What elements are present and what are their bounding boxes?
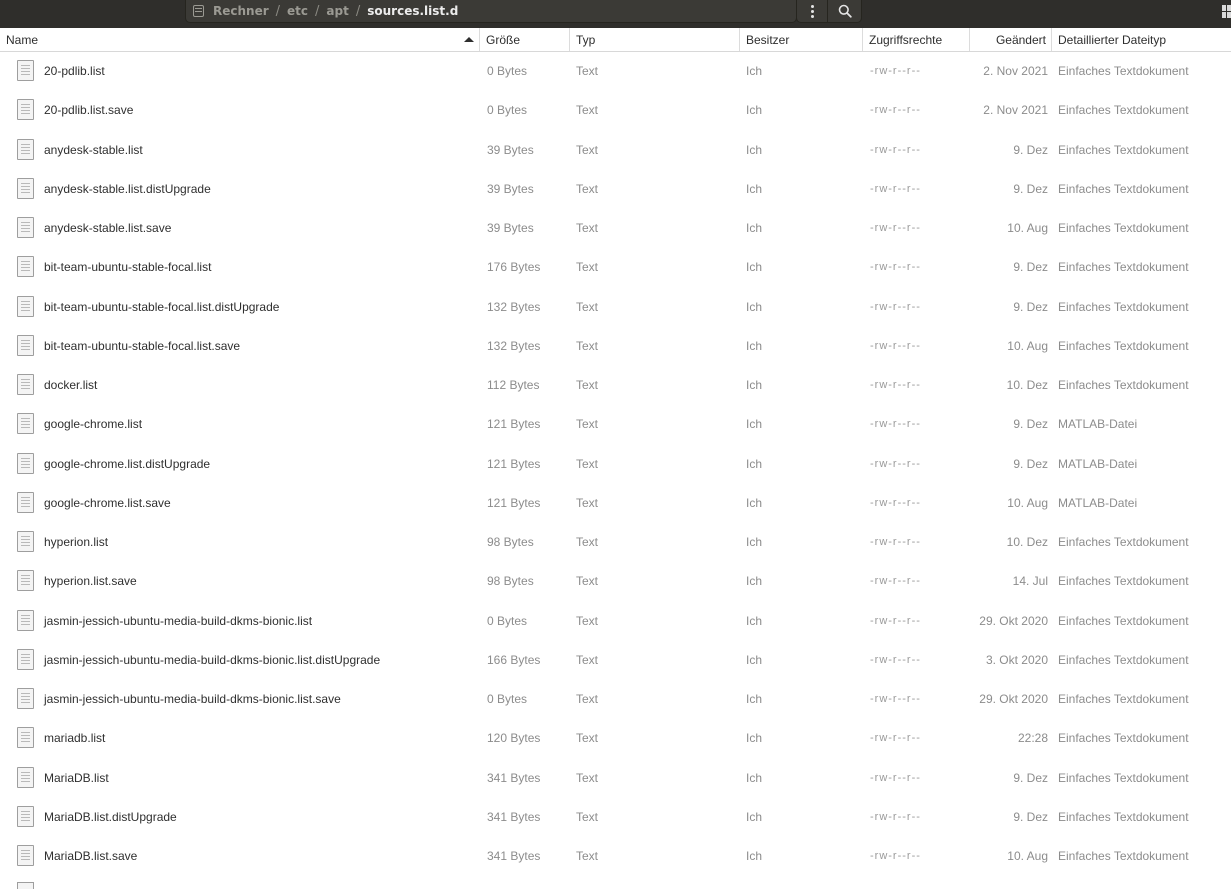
- file-owner: Ich: [746, 181, 763, 196]
- breadcrumb-separator: /: [275, 3, 281, 19]
- file-owner: Ich: [746, 613, 763, 628]
- file-permissions: -rw-r--r--: [870, 300, 921, 313]
- text-file-icon: [17, 727, 34, 748]
- breadcrumb-current[interactable]: sources.list.d: [367, 4, 459, 18]
- file-type: Text: [576, 574, 599, 589]
- text-file-icon: [17, 139, 34, 160]
- column-type-label: Typ: [576, 33, 596, 47]
- breadcrumb-separator: /: [315, 3, 320, 19]
- file-kind: Einfaches Textdokument: [1058, 64, 1189, 78]
- file-kind: Einfaches Textdokument: [1058, 378, 1189, 392]
- file-size: 176 Bytes: [487, 260, 541, 275]
- file-kind: Einfaches Textdokument: [1058, 103, 1189, 118]
- file-name: hyperion.list: [44, 535, 109, 549]
- file-name: jasmin-jessich-ubuntu-media-build-dkms-bionic.list.distUpgrade: [44, 652, 381, 667]
- file-owner: Ich: [746, 338, 763, 353]
- file-owner: Ich: [746, 692, 763, 706]
- file-row[interactable]: [0, 91, 1231, 130]
- file-row[interactable]: [0, 170, 1231, 209]
- column-modified-label: Geändert: [995, 33, 1046, 47]
- file-permissions: -rw-r--r--: [870, 614, 921, 627]
- file-row[interactable]: [0, 52, 1231, 91]
- text-file-icon: [17, 335, 34, 356]
- file-size: 0 Bytes: [487, 64, 528, 78]
- file-permissions: -rw-r--r--: [870, 653, 921, 666]
- file-type: Text: [576, 535, 599, 549]
- file-kind: Einfaches Textdokument: [1058, 770, 1189, 785]
- file-permissions: -rw-r--r--: [870, 575, 921, 588]
- file-kind: Einfaches Textdokument: [1058, 652, 1189, 667]
- file-permissions: -rw-r--r--: [870, 732, 921, 745]
- search-icon: [838, 4, 852, 18]
- file-modified: 2. Nov 2021: [983, 103, 1048, 118]
- file-row[interactable]: [0, 484, 1231, 523]
- file-modified: 9. Dez: [1013, 142, 1048, 157]
- kebab-menu-icon: [811, 5, 814, 18]
- file-type: Text: [576, 849, 599, 863]
- file-type: Text: [576, 495, 599, 510]
- computer-icon[interactable]: [193, 5, 204, 17]
- file-size: 0 Bytes: [487, 692, 528, 706]
- file-permissions: -rw-r--r--: [870, 850, 921, 862]
- file-owner: Ich: [746, 574, 763, 589]
- file-type: Text: [576, 378, 599, 392]
- file-type: Text: [576, 260, 599, 275]
- file-row[interactable]: [0, 602, 1231, 641]
- file-kind: Einfaches Textdokument: [1058, 692, 1189, 706]
- file-modified: 10. Dez: [1006, 535, 1048, 549]
- column-owner-label: Besitzer: [746, 33, 790, 47]
- file-size: 39 Bytes: [487, 181, 534, 196]
- file-row[interactable]: [0, 719, 1231, 758]
- file-kind: Einfaches Textdokument: [1058, 260, 1189, 275]
- file-owner: Ich: [746, 64, 763, 78]
- grid-view-icon[interactable]: [1222, 5, 1231, 18]
- file-list: [0, 52, 1231, 876]
- file-type: Text: [576, 809, 599, 824]
- file-name: bit-team-ubuntu-stable-focal.list.save: [44, 338, 241, 353]
- file-kind: Einfaches Textdokument: [1058, 221, 1189, 235]
- column-header: [0, 28, 1231, 52]
- file-kind: MATLAB-Datei: [1058, 456, 1138, 471]
- text-file-icon: [17, 413, 34, 434]
- text-file-icon: [17, 60, 34, 81]
- file-owner: Ich: [746, 378, 763, 392]
- search-button[interactable]: [827, 0, 862, 23]
- file-row[interactable]: [0, 366, 1231, 405]
- file-size: 121 Bytes: [487, 456, 541, 471]
- file-modified: 9. Dez: [1013, 417, 1048, 432]
- file-type: Text: [576, 221, 599, 235]
- file-size: 121 Bytes: [487, 495, 541, 510]
- file-name: docker.list: [44, 378, 98, 392]
- file-size: 39 Bytes: [487, 221, 534, 235]
- file-owner: Ich: [746, 535, 763, 549]
- file-kind: Einfaches Textdokument: [1058, 535, 1189, 549]
- file-name: google-chrome.list: [44, 417, 143, 432]
- sort-ascending-icon: [464, 37, 474, 42]
- file-kind: Einfaches Textdokument: [1058, 142, 1189, 157]
- file-owner: Ich: [746, 142, 763, 157]
- file-type: Text: [576, 770, 599, 785]
- column-size[interactable]: [480, 28, 570, 51]
- file-size: 341 Bytes: [487, 849, 541, 863]
- file-size: 121 Bytes: [487, 417, 541, 432]
- file-type: Text: [576, 299, 599, 314]
- header-bar: [0, 0, 1231, 28]
- file-name: anydesk-stable.list.distUpgrade: [44, 181, 211, 196]
- file-owner: Ich: [746, 495, 763, 510]
- text-file-icon: [17, 296, 34, 317]
- file-size: 0 Bytes: [487, 103, 528, 118]
- breadcrumb-root[interactable]: Rechner: [213, 4, 269, 18]
- file-size: 98 Bytes: [487, 574, 534, 589]
- text-file-icon: [17, 99, 34, 120]
- file-kind: Einfaches Textdokument: [1058, 338, 1189, 353]
- text-file-icon: [17, 374, 34, 395]
- file-permissions: -rw-r--r--: [870, 104, 921, 117]
- text-file-icon: [17, 845, 34, 866]
- breadcrumb-apt[interactable]: apt: [326, 4, 349, 18]
- file-kind: Einfaches Textdokument: [1058, 181, 1189, 196]
- file-size: 120 Bytes: [487, 731, 541, 746]
- text-file-icon: [17, 453, 34, 474]
- file-owner: Ich: [746, 221, 763, 235]
- file-name: mariadb.list: [44, 731, 106, 746]
- file-permissions: -rw-r--r--: [870, 339, 921, 352]
- file-size: 132 Bytes: [487, 299, 541, 314]
- file-permissions: -rw-r--r--: [870, 222, 921, 234]
- file-owner: Ich: [746, 299, 763, 314]
- text-file-icon: [17, 767, 34, 788]
- file-permissions: -rw-r--r--: [870, 496, 921, 509]
- file-name: anydesk-stable.list.save: [44, 221, 172, 235]
- file-modified: 10. Aug: [1007, 495, 1048, 510]
- file-type: Text: [576, 181, 599, 196]
- file-modified: 9. Dez: [1013, 456, 1048, 471]
- file-type: Text: [576, 142, 599, 157]
- file-type: Text: [576, 338, 599, 353]
- file-permissions: -rw-r--r--: [870, 536, 921, 548]
- file-kind: Einfaches Textdokument: [1058, 613, 1189, 628]
- file-row[interactable]: [0, 523, 1231, 562]
- column-modified[interactable]: [970, 28, 1052, 51]
- file-size: 132 Bytes: [487, 338, 541, 353]
- file-row[interactable]: [0, 562, 1231, 601]
- file-name: 20-pdlib.list.save: [44, 103, 134, 118]
- file-name: google-chrome.list.save: [44, 495, 171, 510]
- file-modified: 9. Dez: [1013, 299, 1048, 314]
- file-name: jasmin-jessich-ubuntu-media-build-dkms-bionic.list: [44, 613, 313, 628]
- file-row[interactable]: [0, 288, 1231, 327]
- file-modified: 9. Dez: [1013, 770, 1048, 785]
- file-owner: Ich: [746, 417, 763, 432]
- file-type: Text: [576, 613, 599, 628]
- file-row[interactable]: [0, 248, 1231, 287]
- file-modified: 9. Dez: [1013, 260, 1048, 275]
- file-kind: Einfaches Textdokument: [1058, 574, 1189, 589]
- file-permissions: -rw-r--r--: [870, 418, 921, 431]
- file-row[interactable]: [0, 445, 1231, 484]
- file-row[interactable]: [0, 131, 1231, 170]
- column-kind-label: Detaillierter Dateityp: [1058, 33, 1167, 47]
- column-size-label: Größe: [486, 33, 521, 47]
- file-name: 20-pdlib.list: [44, 64, 105, 78]
- file-kind: MATLAB-Datei: [1058, 417, 1138, 432]
- file-size: 166 Bytes: [487, 652, 541, 667]
- file-modified: 29. Okt 2020: [979, 692, 1048, 706]
- file-modified: 22:28: [1017, 731, 1048, 746]
- file-name: MariaDB.list.save: [44, 849, 138, 863]
- file-modified: 14. Jul: [1012, 574, 1048, 589]
- text-file-icon: [17, 882, 34, 889]
- file-name: MariaDB.list: [44, 770, 109, 785]
- file-type: Text: [576, 417, 599, 432]
- text-file-icon: [17, 649, 34, 670]
- file-size: 39 Bytes: [487, 142, 534, 157]
- file-kind: Einfaches Textdokument: [1058, 731, 1189, 746]
- file-row[interactable]: [0, 641, 1231, 680]
- path-bar: [185, 0, 797, 23]
- file-type: Text: [576, 64, 599, 78]
- file-modified: 3. Okt 2020: [985, 652, 1048, 667]
- column-type[interactable]: [570, 28, 740, 51]
- file-row[interactable]: [0, 759, 1231, 798]
- column-name-label: Name: [6, 33, 39, 47]
- file-modified: 10. Aug: [1007, 849, 1048, 863]
- file-name: MariaDB.list.distUpgrade: [44, 809, 177, 824]
- file-row[interactable]: [0, 405, 1231, 444]
- breadcrumb-etc[interactable]: etc: [287, 4, 309, 18]
- file-permissions: -rw-r--r--: [870, 771, 921, 784]
- file-modified: 10. Aug: [1007, 338, 1048, 353]
- text-file-icon: [17, 610, 34, 631]
- file-row[interactable]: [0, 798, 1231, 837]
- file-permissions: -rw-r--r--: [870, 143, 921, 156]
- column-kind[interactable]: [1052, 28, 1231, 51]
- text-file-icon: [17, 492, 34, 513]
- text-file-icon: [17, 570, 34, 591]
- file-row[interactable]: [0, 209, 1231, 248]
- file-size: 341 Bytes: [487, 809, 541, 824]
- file-name: google-chrome.list.distUpgrade: [44, 456, 211, 471]
- file-owner: Ich: [746, 809, 763, 824]
- file-permissions: -rw-r--r--: [870, 693, 921, 705]
- text-file-icon: [17, 806, 34, 827]
- file-name: anydesk-stable.list: [44, 142, 143, 157]
- file-size: 341 Bytes: [487, 770, 541, 785]
- file-name: bit-team-ubuntu-stable-focal.list.distUpgrade: [44, 299, 280, 314]
- file-owner: Ich: [746, 731, 763, 746]
- file-modified: 29. Okt 2020: [979, 613, 1048, 628]
- file-owner: Ich: [746, 849, 763, 863]
- file-row[interactable]: [0, 837, 1231, 876]
- file-size: 0 Bytes: [487, 613, 528, 628]
- text-file-icon: [17, 688, 34, 709]
- file-kind: Einfaches Textdokument: [1058, 299, 1189, 314]
- text-file-icon: [17, 256, 34, 277]
- file-kind: Einfaches Textdokument: [1058, 809, 1189, 824]
- file-type: Text: [576, 103, 599, 118]
- file-row[interactable]: [0, 680, 1231, 719]
- file-owner: Ich: [746, 652, 763, 667]
- text-file-icon: [17, 217, 34, 238]
- file-type: Text: [576, 456, 599, 471]
- file-modified: 10. Dez: [1006, 378, 1048, 392]
- column-owner[interactable]: [740, 28, 863, 51]
- file-permissions: -rw-r--r--: [870, 810, 921, 823]
- file-row[interactable]: [0, 327, 1231, 366]
- file-owner: Ich: [746, 103, 763, 118]
- file-permissions: -rw-r--r--: [870, 65, 921, 77]
- text-file-icon: [17, 178, 34, 199]
- file-owner: Ich: [746, 770, 763, 785]
- file-permissions: -rw-r--r--: [870, 182, 921, 195]
- file-modified: 10. Aug: [1007, 221, 1048, 235]
- file-type: Text: [576, 692, 599, 706]
- column-name[interactable]: [0, 28, 480, 51]
- file-type: Text: [576, 731, 599, 746]
- text-file-icon: [17, 531, 34, 552]
- column-permissions-label: Zugriffsrechte: [869, 33, 943, 47]
- file-type: Text: [576, 652, 599, 667]
- file-size: 98 Bytes: [487, 535, 534, 549]
- breadcrumb-separator: /: [355, 3, 361, 19]
- file-permissions: -rw-r--r--: [870, 379, 921, 391]
- file-kind: MATLAB-Datei: [1058, 495, 1138, 510]
- file-modified: 9. Dez: [1013, 181, 1048, 196]
- file-name: jasmin-jessich-ubuntu-media-build-dkms-bionic.list.save: [44, 692, 341, 706]
- file-permissions: -rw-r--r--: [870, 457, 921, 470]
- file-permissions: -rw-r--r--: [870, 261, 921, 274]
- column-permissions[interactable]: [863, 28, 970, 51]
- file-name: hyperion.list.save: [44, 574, 137, 589]
- menu-button[interactable]: [796, 0, 828, 23]
- file-modified: 9. Dez: [1013, 809, 1048, 824]
- file-modified: 2. Nov 2021: [983, 64, 1048, 78]
- file-kind: Einfaches Textdokument: [1058, 849, 1189, 863]
- file-name: bit-team-ubuntu-stable-focal.list: [44, 260, 212, 275]
- file-owner: Ich: [746, 456, 763, 471]
- file-owner: Ich: [746, 260, 763, 275]
- file-size: 112 Bytes: [487, 378, 540, 392]
